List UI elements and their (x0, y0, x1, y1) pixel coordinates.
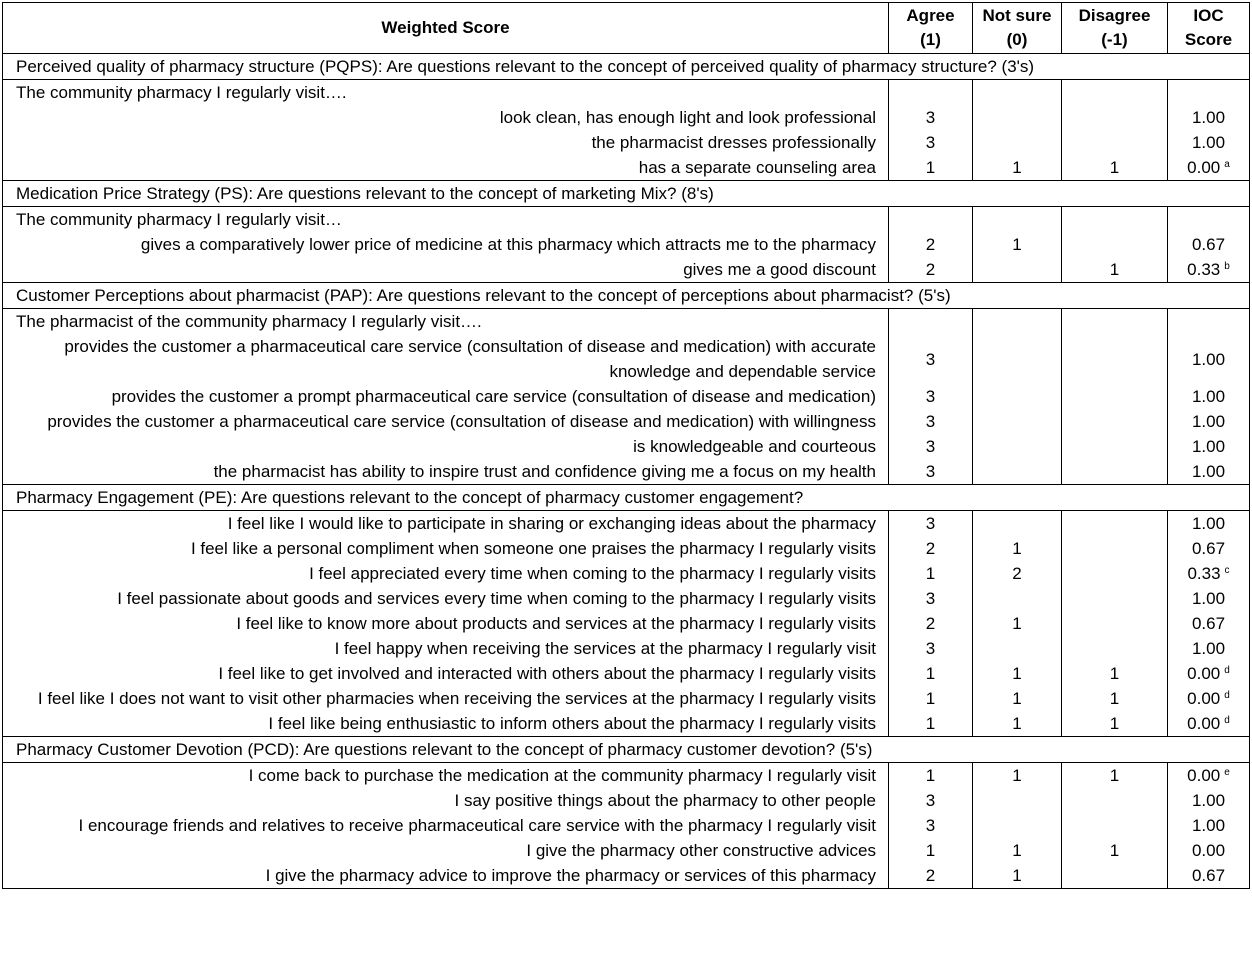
table-row (3, 536, 1250, 561)
item-text: I feel like being enthusiastic to inform others about the pharmacy I regularly visits (3, 711, 889, 737)
ioc-number: 1.00 (1191, 133, 1226, 152)
count-disagree (1062, 536, 1168, 561)
count-agree: 3 (889, 130, 973, 155)
ioc-value (1168, 155, 1250, 181)
count-disagree (1062, 105, 1168, 130)
footnote-marker: a (1224, 159, 1230, 170)
count-not-sure: 1 (973, 686, 1062, 711)
header-disagree: Disagree (-1) (1062, 3, 1168, 54)
table-row (3, 788, 1250, 813)
item-text: provides the customer a pharmaceutical care service (consultation of disease and medication) with willingness (3, 409, 889, 434)
count-not-sure (973, 586, 1062, 611)
item-text: has a separate counseling area (3, 155, 889, 181)
item-text: I encourage friends and relatives to receive pharmaceutical care service with the pharmacy I regularly visit (3, 813, 889, 838)
table-row (3, 384, 1250, 409)
count-agree: 3 (889, 409, 973, 434)
item-text: I feel like I does not want to visit other pharmacies when receiving the services at the pharmacy I regularly visits (3, 686, 889, 711)
section-row (3, 283, 1250, 309)
count-disagree (1062, 130, 1168, 155)
count-not-sure: 1 (973, 155, 1062, 181)
count-not-sure: 1 (973, 661, 1062, 686)
section-title: Customer Perceptions about pharmacist (PAP): Are questions relevant to the concept of perceptions about pharmacist? (5's) (3, 283, 1250, 309)
ioc-value (1168, 105, 1250, 130)
section-title: Medication Price Strategy (PS): Are questions relevant to the concept of marketing Mix? (8's) (3, 181, 1250, 207)
empty-cell (973, 309, 1062, 335)
ioc-value (1168, 813, 1250, 838)
count-not-sure: 2 (973, 561, 1062, 586)
count-agree: 3 (889, 788, 973, 813)
table-row (3, 130, 1250, 155)
ioc-number: 1.00 (1191, 639, 1226, 658)
count-disagree (1062, 636, 1168, 661)
ioc-value (1168, 409, 1250, 434)
item-text: I feel appreciated every time when coming to the pharmacy I regularly visits (3, 561, 889, 586)
count-not-sure: 1 (973, 863, 1062, 889)
count-not-sure (973, 636, 1062, 661)
item-text: gives me a good discount (3, 257, 889, 283)
ioc-table (2, 2, 1250, 889)
table-row (3, 232, 1250, 257)
ioc-value (1168, 586, 1250, 611)
ioc-number: 0.00 (1187, 158, 1221, 177)
ioc-value (1168, 257, 1250, 283)
empty-cell (889, 80, 973, 106)
ioc-number: 0.33 (1187, 564, 1221, 583)
ioc-number: 1.00 (1191, 816, 1226, 835)
ioc-number: 1.00 (1191, 349, 1226, 369)
ioc-number: 0.00 (1191, 841, 1226, 860)
count-not-sure: 1 (973, 536, 1062, 561)
ioc-number: 1.00 (1191, 437, 1226, 456)
ioc-value (1168, 232, 1250, 257)
ioc-value (1168, 434, 1250, 459)
ioc-number: 1.00 (1191, 514, 1226, 533)
section-row (3, 737, 1250, 763)
header-row (3, 3, 1250, 54)
empty-cell (973, 207, 1062, 233)
count-agree: 2 (889, 863, 973, 889)
section-row (3, 485, 1250, 511)
item-text: I feel like a personal compliment when someone one praises the pharmacy I regularly visits (3, 536, 889, 561)
empty-cell (889, 309, 973, 335)
section-intro-row (3, 309, 1250, 335)
empty-cell (889, 207, 973, 233)
section-title: Pharmacy Customer Devotion (PCD): Are questions relevant to the concept of pharmacy customer devotion? (5's) (3, 737, 1250, 763)
empty-cell (973, 80, 1062, 106)
count-agree: 2 (889, 611, 973, 636)
ioc-value (1168, 863, 1250, 889)
table-row (3, 813, 1250, 838)
ioc-number: 0.33 (1187, 260, 1221, 279)
table-row (3, 863, 1250, 889)
count-agree: 1 (889, 711, 973, 737)
item-text: I come back to purchase the medication at the community pharmacy I regularly visit (3, 763, 889, 789)
section-title: Perceived quality of pharmacy structure (PQPS): Are questions relevant to the concept of perceived quality of pharmacy structure? (3's) (3, 54, 1250, 80)
ioc-value (1168, 711, 1250, 737)
ioc-number: 0.00 (1187, 766, 1221, 785)
empty-cell (1062, 309, 1168, 335)
ioc-value (1168, 838, 1250, 863)
footnote-marker: c (1224, 565, 1230, 576)
section-intro: The pharmacist of the community pharmacy I regularly visit…. (3, 309, 889, 335)
header-not-sure: Not sure (0) (973, 3, 1062, 54)
table-row (3, 611, 1250, 636)
section-intro: The community pharmacy I regularly visit…. (3, 80, 889, 106)
item-text: is knowledgeable and courteous (3, 434, 889, 459)
item-text: gives a comparatively lower price of medicine at this pharmacy which attracts me to the pharmacy (3, 232, 889, 257)
section-intro: The community pharmacy I regularly visit… (3, 207, 889, 233)
table-row (3, 686, 1250, 711)
count-disagree: 1 (1062, 661, 1168, 686)
header-weighted-score: Weighted Score (3, 3, 889, 54)
count-disagree (1062, 434, 1168, 459)
ioc-number: 1.00 (1191, 387, 1226, 406)
ioc-number: 1.00 (1191, 791, 1226, 810)
count-not-sure (973, 334, 1062, 384)
count-disagree (1062, 863, 1168, 889)
footnote-marker: e (1224, 767, 1230, 778)
ioc-number: 1.00 (1191, 589, 1226, 608)
count-agree: 3 (889, 434, 973, 459)
ioc-number: 0.67 (1191, 539, 1226, 558)
ioc-value (1168, 636, 1250, 661)
ioc-number: 0.00 (1187, 714, 1221, 733)
count-agree: 3 (889, 813, 973, 838)
ioc-value (1168, 763, 1250, 789)
count-disagree (1062, 611, 1168, 636)
count-not-sure: 1 (973, 711, 1062, 737)
ioc-value (1168, 536, 1250, 561)
ioc-value (1168, 459, 1250, 485)
count-agree: 3 (889, 636, 973, 661)
item-text: I give the pharmacy advice to improve the pharmacy or services of this pharmacy (3, 863, 889, 889)
count-not-sure: 1 (973, 232, 1062, 257)
count-disagree (1062, 334, 1168, 384)
count-agree: 3 (889, 384, 973, 409)
section-row (3, 181, 1250, 207)
footnote-marker: d (1224, 690, 1230, 701)
count-agree: 2 (889, 257, 973, 283)
count-not-sure (973, 130, 1062, 155)
count-agree: 1 (889, 661, 973, 686)
ioc-number: 1.00 (1191, 462, 1226, 481)
table-row (3, 636, 1250, 661)
item-text: I feel like to know more about products and services at the pharmacy I regularly visits (3, 611, 889, 636)
count-disagree: 1 (1062, 155, 1168, 181)
table-row (3, 105, 1250, 130)
count-disagree: 1 (1062, 838, 1168, 863)
count-agree: 1 (889, 155, 973, 181)
count-disagree: 1 (1062, 763, 1168, 789)
count-disagree (1062, 561, 1168, 586)
count-agree: 2 (889, 536, 973, 561)
item-text: I feel like I would like to participate in sharing or exchanging ideas about the pharmacy (3, 511, 889, 537)
section-intro-row (3, 207, 1250, 233)
header-agree: Agree (1) (889, 3, 973, 54)
table-row (3, 661, 1250, 686)
ioc-number: 0.67 (1191, 614, 1226, 633)
empty-cell (1168, 207, 1250, 233)
count-agree: 3 (889, 586, 973, 611)
ioc-value (1168, 384, 1250, 409)
table-row (3, 838, 1250, 863)
item-text: I feel like to get involved and interacted with others about the pharmacy I regularly visits (3, 661, 889, 686)
section-row (3, 54, 1250, 80)
empty-cell (1062, 80, 1168, 106)
table-row (3, 511, 1250, 537)
count-not-sure (973, 105, 1062, 130)
ioc-value (1168, 686, 1250, 711)
ioc-value (1168, 611, 1250, 636)
count-not-sure (973, 813, 1062, 838)
footnote-marker: d (1224, 715, 1230, 726)
count-disagree: 1 (1062, 686, 1168, 711)
count-disagree (1062, 409, 1168, 434)
table-row (3, 434, 1250, 459)
count-disagree (1062, 586, 1168, 611)
table-row (3, 409, 1250, 434)
count-disagree: 1 (1062, 257, 1168, 283)
ioc-value (1168, 334, 1250, 384)
ioc-value (1168, 511, 1250, 537)
count-disagree (1062, 459, 1168, 485)
count-agree: 3 (889, 334, 973, 384)
count-not-sure: 1 (973, 763, 1062, 789)
item-text: provides the customer a prompt pharmaceutical care service (consultation of disease and medication) (3, 384, 889, 409)
empty-cell (1168, 80, 1250, 106)
ioc-value (1168, 130, 1250, 155)
footnote-marker: b (1224, 261, 1230, 272)
count-agree: 2 (889, 232, 973, 257)
section-title: Pharmacy Engagement (PE): Are questions relevant to the concept of pharmacy customer engagement? (3, 485, 1250, 511)
item-text: I feel happy when receiving the services at the pharmacy I regularly visit (3, 636, 889, 661)
ioc-number: 0.00 (1187, 664, 1221, 683)
table-row (3, 586, 1250, 611)
count-not-sure: 1 (973, 838, 1062, 863)
item-text: the pharmacist has ability to inspire trust and confidence giving me a focus on my health (3, 459, 889, 485)
count-disagree: 1 (1062, 711, 1168, 737)
table-body (3, 54, 1250, 889)
count-agree: 3 (889, 459, 973, 485)
table-row (3, 257, 1250, 283)
table-row (3, 763, 1250, 789)
table-row (3, 459, 1250, 485)
count-disagree (1062, 788, 1168, 813)
count-agree: 3 (889, 105, 973, 130)
table-row (3, 561, 1250, 586)
item-text: look clean, has enough light and look professional (3, 105, 889, 130)
ioc-number: 0.67 (1191, 235, 1226, 254)
section-intro-row (3, 80, 1250, 106)
count-agree: 1 (889, 561, 973, 586)
count-agree: 1 (889, 838, 973, 863)
ioc-number: 1.00 (1191, 412, 1226, 431)
count-not-sure: 1 (973, 611, 1062, 636)
ioc-number: 1.00 (1191, 108, 1226, 127)
count-not-sure (973, 511, 1062, 537)
count-agree: 1 (889, 686, 973, 711)
count-not-sure (973, 257, 1062, 283)
table-row (3, 334, 1250, 384)
count-disagree (1062, 813, 1168, 838)
ioc-value (1168, 561, 1250, 586)
item-text: I say positive things about the pharmacy to other people (3, 788, 889, 813)
table-row (3, 711, 1250, 737)
count-not-sure (973, 384, 1062, 409)
count-disagree (1062, 384, 1168, 409)
ioc-value (1168, 788, 1250, 813)
count-not-sure (973, 434, 1062, 459)
ioc-number: 0.00 (1187, 689, 1221, 708)
footnote-marker: d (1224, 665, 1230, 676)
empty-cell (1168, 309, 1250, 335)
count-agree: 1 (889, 763, 973, 789)
header-ioc-score: IOC Score (1168, 3, 1250, 54)
item-text: provides the customer a pharmaceutical care service (consultation of disease and medication) with accurate knowledge and dependable service (3, 334, 889, 384)
count-disagree (1062, 511, 1168, 537)
empty-cell (1062, 207, 1168, 233)
count-not-sure (973, 459, 1062, 485)
item-text: I feel passionate about goods and services every time when coming to the pharmacy I regularly visits (3, 586, 889, 611)
item-text: the pharmacist dresses professionally (3, 130, 889, 155)
count-disagree (1062, 232, 1168, 257)
ioc-number: 0.67 (1191, 866, 1226, 885)
count-not-sure (973, 788, 1062, 813)
table-row (3, 155, 1250, 181)
ioc-value (1168, 661, 1250, 686)
count-agree: 3 (889, 511, 973, 537)
item-text: I give the pharmacy other constructive advices (3, 838, 889, 863)
count-not-sure (973, 409, 1062, 434)
